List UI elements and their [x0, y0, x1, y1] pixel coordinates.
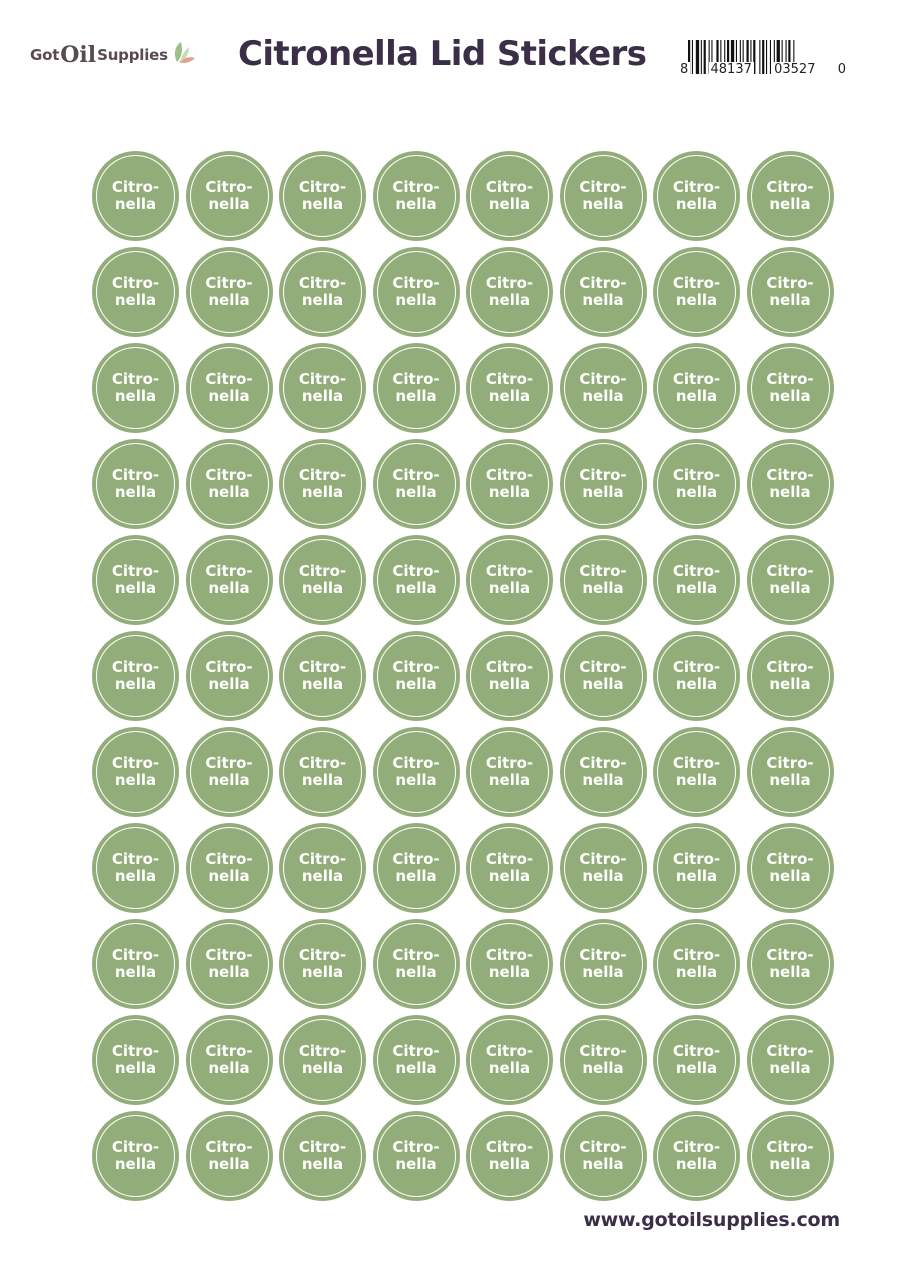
sticker-label: Citro- nella — [672, 274, 721, 309]
sticker-label: Citro- nella — [392, 274, 440, 309]
brand-logo — [30, 44, 197, 66]
lid-sticker — [747, 919, 834, 1009]
sticker-label: Citro- nella — [485, 274, 534, 309]
lid-sticker — [279, 1015, 366, 1105]
lid-sticker — [560, 343, 647, 433]
sticker-label: Citro- nella — [392, 850, 440, 885]
barcode-digit-right: 03527 — [774, 62, 816, 77]
barcode-digit-lead: 8 — [680, 62, 689, 77]
lid-sticker — [92, 919, 179, 1009]
lid-sticker — [92, 1111, 179, 1201]
sticker-label: Citro- nella — [485, 370, 534, 405]
sticker-label: Citro- nella — [111, 466, 160, 501]
lid-sticker — [466, 439, 553, 529]
sticker-label: Citro- nella — [579, 562, 627, 597]
lid-sticker — [373, 631, 460, 721]
sticker-label: Citro- nella — [392, 1042, 440, 1077]
lid-sticker — [373, 1015, 460, 1105]
sticker-label: Citro- nella — [485, 658, 534, 693]
sticker-label: Citro- nella — [111, 274, 160, 309]
page-title: Citronella Lid Stickers — [238, 34, 647, 74]
sticker-label: Citro- nella — [766, 946, 814, 981]
lid-sticker — [466, 247, 553, 337]
lid-sticker — [373, 727, 460, 817]
sticker-label: Citro- nella — [111, 1138, 160, 1173]
lid-sticker — [747, 535, 834, 625]
sticker-label: Citro- nella — [205, 466, 253, 501]
lid-sticker — [466, 151, 553, 241]
lid-sticker — [279, 535, 366, 625]
sticker-label: Citro- nella — [392, 658, 440, 693]
sticker-label: Citro- nella — [766, 466, 814, 501]
sticker-label: Citro- nella — [672, 1042, 721, 1077]
sticker-label: Citro- nella — [766, 1042, 814, 1077]
lid-sticker — [653, 727, 740, 817]
lid-sticker — [747, 823, 834, 913]
lid-sticker — [747, 631, 834, 721]
sticker-label: Citro- nella — [672, 1138, 721, 1173]
sticker-label: Citro- nella — [298, 1138, 347, 1173]
sticker-label: Citro- nella — [766, 178, 814, 213]
lid-sticker — [560, 151, 647, 241]
lid-sticker — [279, 823, 366, 913]
sticker-label: Citro- nella — [111, 370, 160, 405]
lid-sticker — [747, 343, 834, 433]
sticker-label: Citro- nella — [672, 850, 721, 885]
lid-sticker — [92, 343, 179, 433]
sticker-label: Citro- nella — [111, 754, 160, 789]
sticker-label: Citro- nella — [298, 178, 347, 213]
lid-sticker — [653, 1015, 740, 1105]
lid-sticker — [747, 1111, 834, 1201]
lid-sticker — [373, 439, 460, 529]
lid-sticker — [186, 1015, 273, 1105]
sticker-label: Citro- nella — [579, 754, 627, 789]
sticker-label: Citro- nella — [766, 370, 814, 405]
sticker-label: Citro- nella — [579, 370, 627, 405]
lid-sticker — [747, 247, 834, 337]
sticker-label: Citro- nella — [579, 946, 627, 981]
sticker-label: Citro- nella — [485, 850, 534, 885]
lid-sticker — [186, 343, 273, 433]
lid-sticker — [373, 823, 460, 913]
lid-sticker — [279, 439, 366, 529]
lid-sticker — [186, 823, 273, 913]
lid-sticker — [279, 151, 366, 241]
sticker-label: Citro- nella — [766, 1138, 814, 1173]
sticker-label: Citro- nella — [298, 1042, 347, 1077]
sticker-label: Citro- nella — [672, 754, 721, 789]
sticker-label: Citro- nella — [766, 658, 814, 693]
lid-sticker — [747, 151, 834, 241]
sticker-label: Citro- nella — [111, 850, 160, 885]
sticker-label: Citro- nella — [298, 562, 347, 597]
sticker-label: Citro- nella — [111, 946, 160, 981]
lid-sticker — [747, 1015, 834, 1105]
lid-sticker — [279, 247, 366, 337]
lid-sticker — [373, 919, 460, 1009]
lid-sticker — [466, 535, 553, 625]
lid-sticker — [279, 631, 366, 721]
lid-sticker — [560, 247, 647, 337]
lid-sticker — [279, 727, 366, 817]
lid-sticker — [373, 247, 460, 337]
sticker-label: Citro- nella — [205, 178, 253, 213]
logo-supplies-text: Supplies — [97, 46, 168, 64]
sticker-label: Citro- nella — [672, 370, 721, 405]
barcode-digit-check: 0 — [837, 62, 846, 77]
leaf-icon — [171, 40, 197, 64]
sticker-label: Citro- nella — [392, 562, 440, 597]
logo-oil-text: Oil — [60, 42, 97, 68]
lid-sticker — [466, 919, 553, 1009]
sticker-label: Citro- nella — [392, 754, 440, 789]
sticker-label: Citro- nella — [298, 754, 347, 789]
sticker-label: Citro- nella — [579, 658, 627, 693]
sticker-label: Citro- nella — [485, 1138, 534, 1173]
sticker-label: Citro- nella — [579, 1138, 627, 1173]
lid-sticker — [560, 823, 647, 913]
lid-sticker — [466, 1015, 553, 1105]
lid-sticker — [653, 151, 740, 241]
lid-sticker — [560, 919, 647, 1009]
sticker-label: Citro- nella — [298, 274, 347, 309]
lid-sticker — [92, 1015, 179, 1105]
sticker-label: Citro- nella — [485, 562, 534, 597]
lid-sticker — [560, 1015, 647, 1105]
lid-sticker — [92, 151, 179, 241]
sticker-label: Citro- nella — [579, 466, 627, 501]
sticker-label: Citro- nella — [298, 658, 347, 693]
sticker-label: Citro- nella — [485, 946, 534, 981]
lid-sticker — [279, 1111, 366, 1201]
lid-sticker — [653, 1111, 740, 1201]
lid-sticker — [653, 439, 740, 529]
sticker-label: Citro- nella — [205, 850, 253, 885]
lid-sticker — [560, 1111, 647, 1201]
lid-sticker — [92, 535, 179, 625]
sticker-label: Citro- nella — [298, 370, 347, 405]
lid-sticker — [653, 823, 740, 913]
sticker-label: Citro- nella — [205, 1042, 253, 1077]
sticker-label: Citro- nella — [298, 850, 347, 885]
sticker-label: Citro- nella — [766, 562, 814, 597]
sticker-label: Citro- nella — [672, 658, 721, 693]
sticker-label: Citro- nella — [579, 274, 627, 309]
sticker-label: Citro- nella — [672, 562, 721, 597]
lid-sticker — [653, 247, 740, 337]
sticker-label: Citro- nella — [111, 658, 160, 693]
sticker-label: Citro- nella — [111, 1042, 160, 1077]
lid-sticker — [186, 151, 273, 241]
sticker-label: Citro- nella — [111, 178, 160, 213]
lid-sticker — [466, 631, 553, 721]
lid-sticker — [186, 247, 273, 337]
sticker-label: Citro- nella — [672, 466, 721, 501]
lid-sticker — [186, 439, 273, 529]
lid-sticker — [279, 343, 366, 433]
sticker-label: Citro- nella — [392, 1138, 440, 1173]
lid-sticker — [747, 439, 834, 529]
lid-sticker — [373, 151, 460, 241]
lid-sticker — [747, 727, 834, 817]
lid-sticker — [560, 631, 647, 721]
sticker-label: Citro- nella — [205, 658, 253, 693]
lid-sticker — [186, 727, 273, 817]
sticker-label: Citro- nella — [111, 562, 160, 597]
sticker-label: Citro- nella — [298, 946, 347, 981]
lid-sticker — [653, 535, 740, 625]
lid-sticker — [653, 919, 740, 1009]
lid-sticker — [279, 919, 366, 1009]
sticker-label: Citro- nella — [205, 1138, 253, 1173]
lid-sticker — [373, 1111, 460, 1201]
sticker-label: Citro- nella — [392, 370, 440, 405]
lid-sticker — [560, 727, 647, 817]
lid-sticker — [466, 727, 553, 817]
sticker-label: Citro- nella — [205, 274, 253, 309]
lid-sticker — [92, 247, 179, 337]
lid-sticker — [466, 1111, 553, 1201]
sticker-label: Citro- nella — [205, 946, 253, 981]
lid-sticker — [186, 1111, 273, 1201]
lid-sticker — [560, 535, 647, 625]
sticker-label: Citro- nella — [205, 754, 253, 789]
sticker-label: Citro- nella — [485, 466, 534, 501]
lid-sticker — [466, 343, 553, 433]
lid-sticker — [92, 727, 179, 817]
lid-sticker — [373, 535, 460, 625]
website-url: www.gotoilsupplies.com — [583, 1209, 840, 1231]
lid-sticker — [92, 823, 179, 913]
lid-sticker — [92, 631, 179, 721]
sticker-label: Citro- nella — [205, 370, 253, 405]
lid-sticker — [653, 343, 740, 433]
lid-sticker — [653, 631, 740, 721]
lid-sticker — [92, 439, 179, 529]
sticker-label: Citro- nella — [392, 178, 440, 213]
lid-sticker — [186, 631, 273, 721]
sticker-label: Citro- nella — [766, 274, 814, 309]
sticker-label: Citro- nella — [579, 178, 627, 213]
barcode-digit-left: 48137 — [710, 62, 752, 77]
sticker-label: Citro- nella — [766, 754, 814, 789]
sticker-label: Citro- nella — [579, 850, 627, 885]
sticker-label: Citro- nella — [485, 754, 534, 789]
barcode-digits — [678, 62, 848, 77]
sticker-label: Citro- nella — [766, 850, 814, 885]
sticker-label: Citro- nella — [672, 946, 721, 981]
sticker-grid — [92, 151, 834, 1201]
sticker-label: Citro- nella — [485, 178, 534, 213]
sticker-label: Citro- nella — [485, 1042, 534, 1077]
lid-sticker — [466, 823, 553, 913]
lid-sticker — [560, 439, 647, 529]
lid-sticker — [186, 919, 273, 1009]
sticker-label: Citro- nella — [392, 466, 440, 501]
sticker-label: Citro- nella — [672, 178, 721, 213]
logo-got-text: Got — [30, 46, 60, 64]
sticker-label: Citro- nella — [392, 946, 440, 981]
sticker-label: Citro- nella — [205, 562, 253, 597]
lid-sticker — [186, 535, 273, 625]
sticker-label: Citro- nella — [579, 1042, 627, 1077]
lid-sticker — [373, 343, 460, 433]
sticker-label: Citro- nella — [298, 466, 347, 501]
